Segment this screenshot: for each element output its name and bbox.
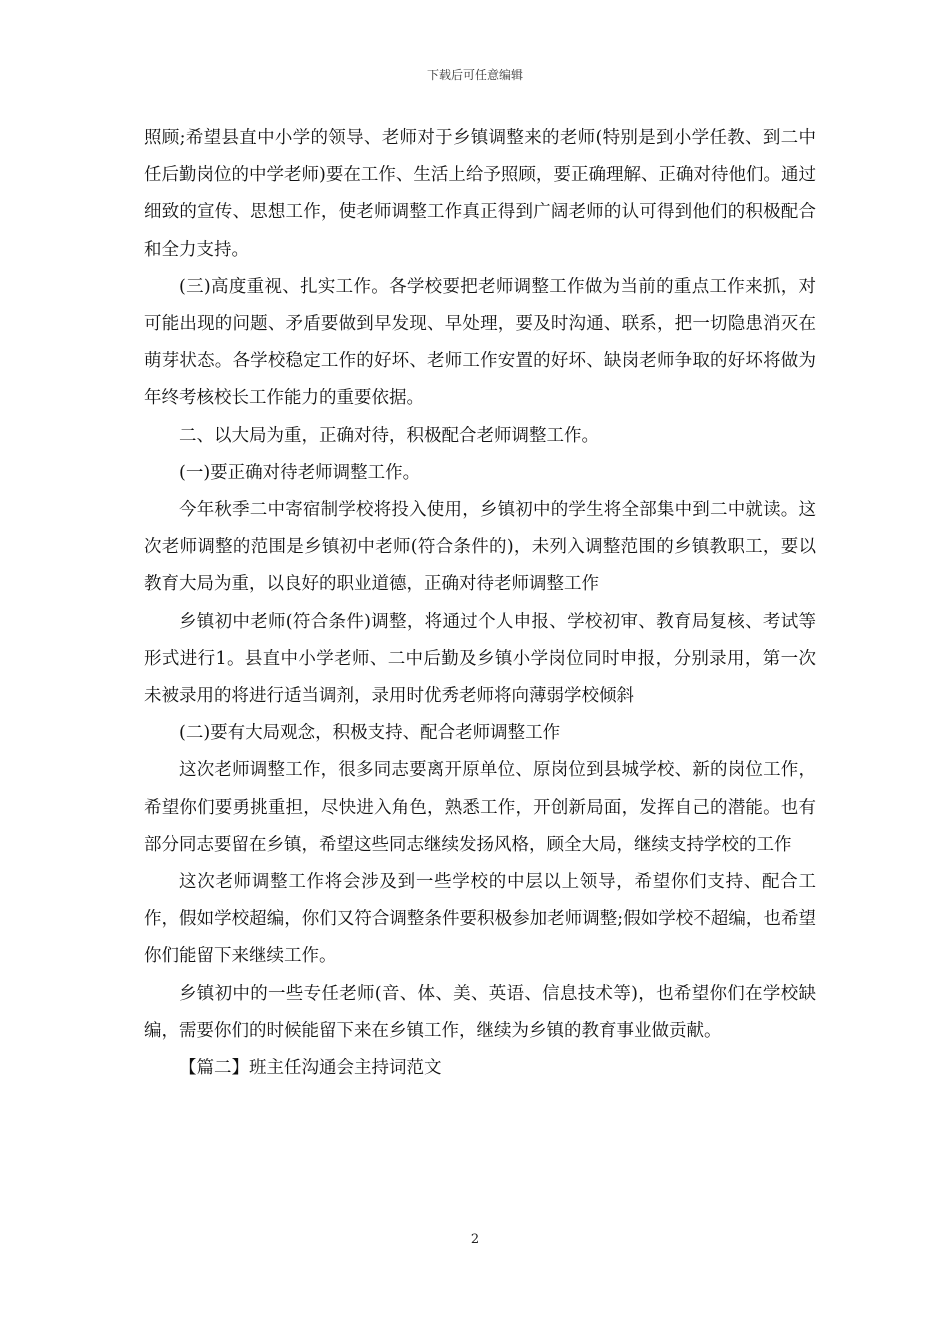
article-title-part-2: 【篇二】班主任沟通会主持词范文 xyxy=(179,1058,442,1079)
paragraph-10: 乡镇初中的一些专任老师(音、体、美、英语、信息技术等)，也希望你们在学校缺编，需要你们的时候能留下来在乡镇工作，继续为乡镇的教育事业做贡献。 xyxy=(144,983,816,1041)
paragraph-8: 这次老师调整工作，很多同志要离开原单位、原岗位到县城学校、新的岗位工作，希望你们要勇挑重担，尽快进入角色，熟悉工作，开创新局面，发挥自己的潜能。也有部分同志要留在乡镇，希望这些同志继续发扬风格，顾全大局，继续支持学校的工作 xyxy=(144,760,816,855)
paragraph-1: 照顾;希望县直中小学的领导、老师对于乡镇调整来的老师(特别是到小学任教、到二中任后勤岗位的中学老师)要在工作、生活上给予照顾，要正确理解、正确对待他们。通过细致的宣传、思想工作，使老师调整工作真正得到广阔老师的认可得到他们的积极配合和全力支持。 xyxy=(144,128,816,260)
page-number: 2 xyxy=(470,1232,480,1247)
paragraph-2: (三)高度重视、扎实工作。各学校要把老师调整工作做为当前的重点工作来抓，对可能出现的问题、矛盾要做到早发现、早处理，要及时沟通、联系，把一切隐患消灭在萌芽状态。各学校稳定工作的好坏、老师工作安置的好坏、缺岗老师争取的好坏将做为年终考核校长工作能力的重要依据。 xyxy=(144,276,816,409)
paragraph-5: 今年秋季二中寄宿制学校将投入使用，乡镇初中的学生将全部集中到二中就读。这次老师调整的范围是乡镇初中老师(符合条件的)，未列入调整范围的乡镇教职工，要以教育大局为重，以良好的职业道德，正确对待老师调整工作 xyxy=(144,500,816,595)
subheading-2-1: (一)要正确对待老师调整工作。 xyxy=(179,462,421,483)
paragraph-9: 这次老师调整工作将会涉及到一些学校的中层以上领导，希望你们支持、配合工作，假如学校超编，你们又符合调整条件要积极参加老师调整;假如学校不超编，也希望你们能留下来继续工作。 xyxy=(144,872,816,967)
paragraph-6: 乡镇初中老师(符合条件)调整，将通过个人申报、学校初审、教育局复核、考试等形式进行1。县直中小学老师、二中后勤及乡镇小学岗位同时申报，分别录用，第一次未被录用的将进行适当调剂，录用时优秀老师将向薄弱学校倾斜 xyxy=(144,611,816,707)
document-body xyxy=(144,120,816,1087)
section-heading-2: 二、以大局为重，正确对待，积极配合老师调整工作。 xyxy=(179,425,599,446)
subheading-2-2: (二)要有大局观念，积极支持、配合老师调整工作 xyxy=(179,723,561,744)
page-header: 下载后可任意编辑 xyxy=(426,68,523,82)
